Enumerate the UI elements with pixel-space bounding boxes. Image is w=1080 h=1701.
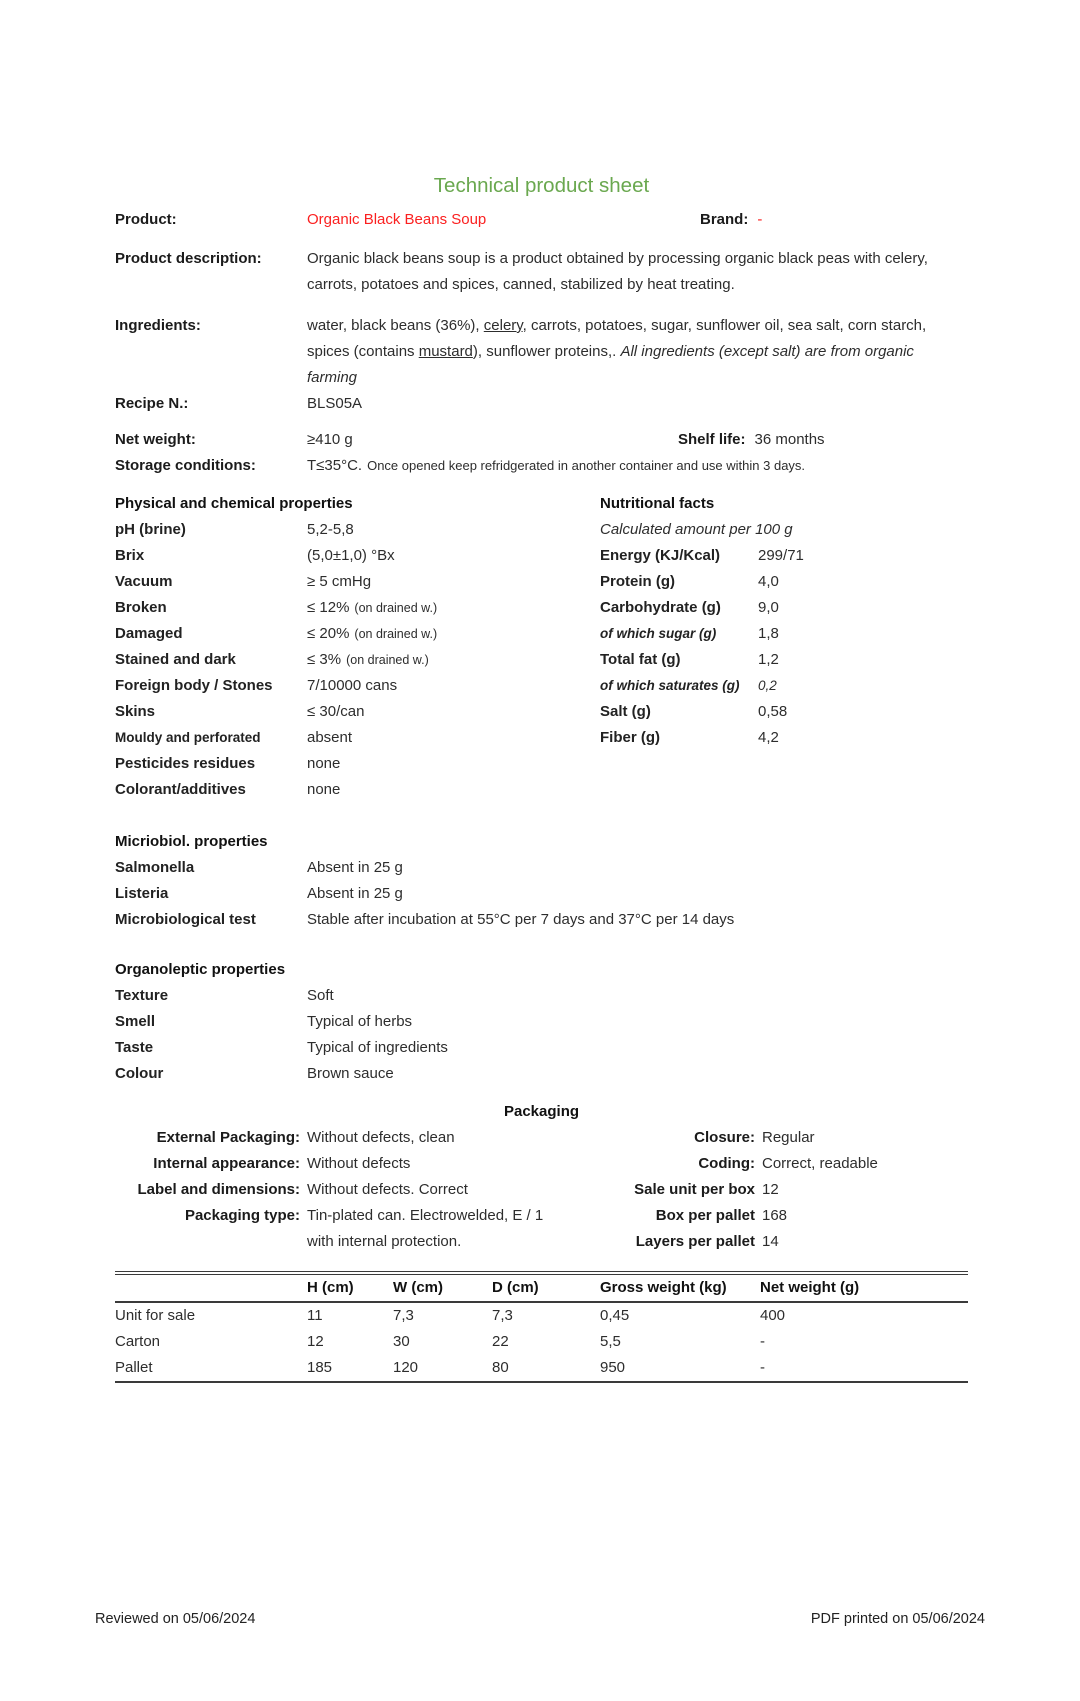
packaging-columns [115,1125,968,1255]
nutrition-value: 1,8 [758,625,779,642]
physchem-label: Mouldy and perforated [115,730,261,745]
dims-col-h: H (cm) [307,1279,354,1296]
nutrition-label: Carbohydrate (g) [600,599,721,616]
packaging-row [115,1125,615,1151]
packaging-value: Regular [762,1129,815,1146]
document-page [0,174,1080,1383]
physchem-note: (on drained w.) [354,627,438,641]
physchem-label: Broken [115,599,167,616]
storage-row [115,453,968,479]
nutrition-label: Protein (g) [600,573,675,590]
organoleptic-row [115,1061,968,1087]
physchem-value: none [307,781,341,798]
ingredients-part2: , carrots, potatoes, sugar, sunflower oil, sea salt, corn starch, spices (contains [307,317,927,360]
shelf-life-value: 36 months [754,431,825,448]
organoleptic-row [115,1009,968,1035]
nutrition-label: of which saturates (g) [600,678,740,693]
physchem-row [115,595,600,621]
physchem-value: (5,0±1,0) °Bx [307,547,395,564]
microbio-label: Microbiological test [115,911,256,928]
nutrition-value: 1,2 [758,651,779,668]
properties-columns [115,491,968,803]
packaging-value-line2: with internal protection. [307,1233,462,1250]
product-value: Organic Black Beans Soup [307,211,487,228]
ingredients-part3: ), sunflower proteins,. [472,343,621,360]
organoleptic-label: Colour [115,1065,164,1082]
physchem-row [115,751,600,777]
physchem-row [115,673,600,699]
physchem-label: Vacuum [115,573,173,590]
organoleptic-value: Typical of ingredients [307,1039,448,1056]
nutrition-label: Total fat (g) [600,651,681,668]
footer-printed: PDF printed on 05/06/2024 [810,1611,985,1627]
shelf-life-label: Shelf life: [678,431,746,448]
net-weight-label: Net weight: [115,431,196,448]
nutritional-facts-section [600,491,968,803]
brand-value: - [757,211,763,228]
physchem-label: Colorant/additives [115,781,246,798]
dims-row-name: Pallet [115,1359,153,1376]
physchem-value: ≥ 5 cmHg [307,573,372,590]
dims-col-net: Net weight (g) [760,1279,860,1296]
nutrition-value: 0,58 [758,703,788,720]
microbiological-section [115,829,968,933]
microbio-row [115,907,968,933]
physchem-value: absent [307,729,353,746]
footer-reviewed: Reviewed on 05/06/2024 [95,1611,256,1627]
brand-label: Brand: [700,211,749,228]
packaging-left-column [115,1125,615,1255]
dims-row-name: Unit for sale [115,1307,196,1324]
packaging-section [115,1099,968,1255]
storage-note: Once opened keep refridgerated in another container and use within 3 days. [367,458,806,473]
nutrition-row [600,699,968,725]
organoleptic-label: Texture [115,987,169,1004]
nutrition-row [600,543,968,569]
organoleptic-label: Smell [115,1013,156,1030]
product-description-row [115,246,968,298]
packaging-label: Box per pallet [655,1207,755,1224]
dims-col-blank [115,1275,307,1301]
nutrition-row [600,725,968,751]
allergen-mustard: mustard [418,343,473,360]
dims-cell: 12 [307,1333,324,1350]
table-row [115,1329,968,1355]
storage-label: Storage conditions: [115,457,256,474]
nutrition-row [600,647,968,673]
physchem-value: ≤ 20% [307,625,350,642]
recipe-row [115,391,968,417]
packaging-row [615,1151,878,1177]
packaging-right-column [615,1125,878,1255]
dims-col-gross: Gross weight (kg) [600,1279,727,1296]
physchem-value: 5,2-5,8 [307,521,354,538]
dims-cell: 80 [492,1359,509,1376]
physchem-row [115,517,600,543]
physchem-label: Brix [115,547,145,564]
dims-cell: 7,3 [393,1307,414,1324]
physchem-value: 7/10000 cans [307,677,398,694]
dimensions-table [115,1271,968,1383]
physchem-value: ≤ 3% [307,651,342,668]
packaging-value [307,1203,607,1255]
packaging-label: Packaging type: [184,1207,300,1224]
packaging-value: Without defects, clean [307,1129,455,1146]
physchem-note: (on drained w.) [346,653,429,667]
packaging-value: 14 [762,1233,779,1250]
product-label: Product: [115,211,177,228]
nutrition-value: 4,2 [758,729,779,746]
physchem-row [115,647,600,673]
packaging-heading: Packaging [503,1103,580,1120]
packaging-row [115,1151,615,1177]
table-row [115,1303,968,1329]
dims-cell: - [760,1333,765,1350]
packaging-label: Sale unit per box [634,1181,755,1198]
packaging-value: Without defects [307,1155,411,1172]
ingredients-label: Ingredients: [115,317,201,334]
microbio-label: Listeria [115,885,169,902]
dims-cell: 11 [307,1307,323,1324]
packaging-value: Without defects. Correct [307,1181,468,1198]
nutrition-label: of which sugar (g) [600,626,717,641]
dims-cell: 0,45 [600,1307,630,1324]
microbio-value: Stable after incubation at 55°C per 7 days and 37°C per 14 days [307,911,735,928]
packaging-label: Label and dimensions: [137,1181,300,1198]
physchem-label: Stained and dark [115,651,236,668]
nutrition-value: 9,0 [758,599,779,616]
packaging-label: Internal appearance: [153,1155,300,1172]
organoleptic-heading: Organoleptic properties [115,961,286,978]
physchem-row [115,621,600,647]
packaging-label: Coding: [698,1155,755,1172]
dims-cell: 30 [393,1333,410,1350]
microbio-value: Absent in 25 g [307,859,403,876]
net-weight-value: ≥410 g [307,431,353,448]
packaging-label: Layers per pallet [635,1233,755,1250]
microbio-row [115,881,968,907]
nutrition-heading: Nutritional facts [600,495,715,512]
physchem-row [115,543,600,569]
dimensions-table-header [115,1275,968,1303]
physchem-value: ≤ 12% [307,599,350,616]
physchem-row [115,699,600,725]
organoleptic-row [115,983,968,1009]
ingredients-part1: water, black beans (36%), [307,317,484,334]
packaging-row [115,1203,615,1255]
physchem-label: Foreign body / Stones [115,677,273,694]
storage-temp: T≤35°C. [307,457,363,474]
dims-col-w: W (cm) [393,1279,443,1296]
net-weight-row [115,427,968,453]
page-title: Technical product sheet [433,174,650,197]
product-row [115,207,968,233]
product-description-value: Organic black beans soup is a product obtained by processing organic black peas with celery, carrots, potatoes and spices, canned, stabilized by heat treating. [307,250,928,293]
organoleptic-value: Brown sauce [307,1065,394,1082]
physchem-note: (on drained w.) [354,601,438,615]
packaging-label: Closure: [694,1129,755,1146]
packaging-row [615,1177,878,1203]
physchem-label: Pesticides residues [115,755,256,772]
dims-cell: 22 [492,1333,509,1350]
physchem-value: ≤ 30/can [307,703,365,720]
organoleptic-value: Soft [307,987,334,1004]
nutrition-row [600,673,968,699]
packaging-row [615,1125,878,1151]
nutrition-subheading: Calculated amount per 100 g [600,521,793,538]
packaging-row [115,1177,615,1203]
nutrition-value: 0,2 [758,678,777,693]
dims-row-name: Carton [115,1333,161,1350]
packaging-value: Correct, readable [762,1155,878,1172]
physchem-label: Damaged [115,625,183,642]
packaging-value: 168 [762,1207,788,1224]
organoleptic-row [115,1035,968,1061]
nutrition-row [600,621,968,647]
organoleptic-value: Typical of herbs [307,1013,413,1030]
product-description-label: Product description: [115,250,262,267]
nutrition-value: 4,0 [758,573,779,590]
packaging-value: 12 [762,1181,779,1198]
ingredients-organic-note: All ingredients (except salt) are from organic farming [307,343,914,386]
ingredients-row [115,313,968,391]
dims-cell: 5,5 [600,1333,621,1350]
page-footer [95,1611,985,1627]
physchem-heading: Physical and chemical properties [115,495,353,512]
microbio-heading: Micriobiol. properties [115,833,268,850]
microbio-label: Salmonella [115,859,195,876]
allergen-celery: celery [483,317,523,334]
physchem-label: Skins [115,703,156,720]
ingredients-value [307,313,968,391]
nutrition-label: Salt (g) [600,703,651,720]
physchem-row [115,569,600,595]
physical-chemical-section [115,491,600,803]
storage-value [307,453,805,479]
nutrition-label: Energy (KJ/Kcal) [600,547,721,564]
nutrition-row [600,569,968,595]
dims-cell: 400 [760,1307,786,1324]
nutrition-label: Fiber (g) [600,729,660,746]
organoleptic-section [115,957,968,1087]
table-row [115,1355,968,1381]
nutrition-value: 299/71 [758,547,804,564]
packaging-row [615,1203,878,1229]
recipe-value: BLS05A [307,395,363,412]
dims-cell: 7,3 [492,1307,513,1324]
dims-cell: 950 [600,1359,626,1376]
physchem-label: pH (brine) [115,521,186,538]
microbio-row [115,855,968,881]
dims-cell: - [760,1359,765,1376]
physchem-row [115,725,600,751]
dims-cell: 120 [393,1359,419,1376]
microbio-value: Absent in 25 g [307,885,403,902]
packaging-label: External Packaging: [156,1129,300,1146]
recipe-label: Recipe N.: [115,395,189,412]
dims-col-d: D (cm) [492,1279,539,1296]
nutrition-row [600,595,968,621]
organoleptic-label: Taste [115,1039,154,1056]
physchem-row [115,777,600,803]
physchem-value: none [307,755,341,772]
dims-cell: 185 [307,1359,333,1376]
packaging-row [615,1229,878,1255]
packaging-value-line1: Tin-plated can. Electrowelded, E / 1 [307,1207,544,1224]
